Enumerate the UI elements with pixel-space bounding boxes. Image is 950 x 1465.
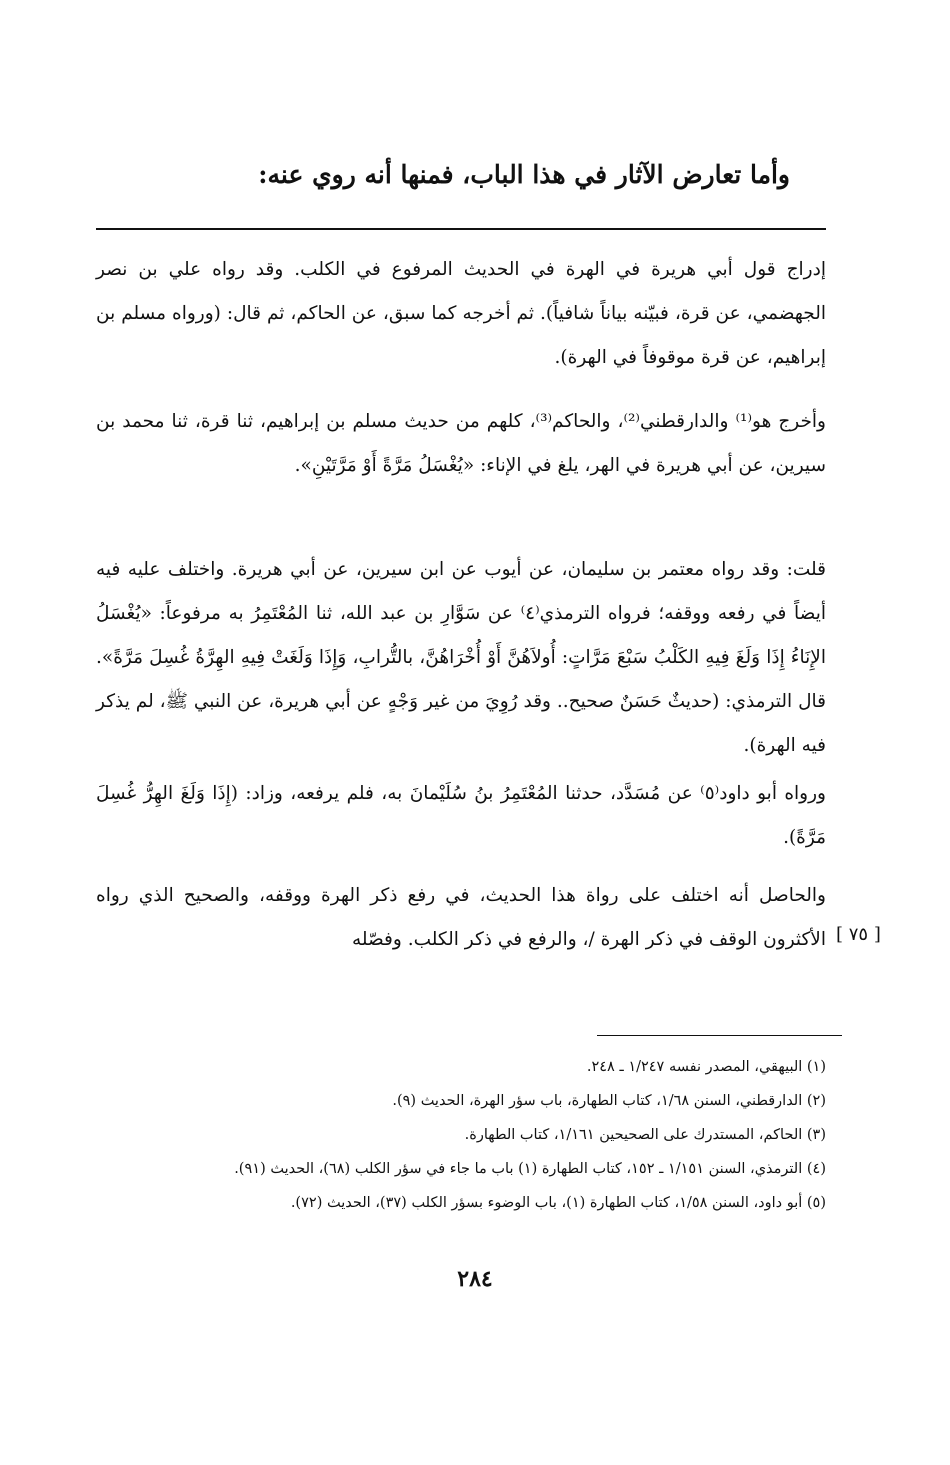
footnote-divider xyxy=(597,1035,842,1036)
footnotes xyxy=(96,1050,826,1220)
page-number: ٢٨٤ xyxy=(457,1266,493,1292)
footnote-2: (٢) الدارقطني، السنن ١/٦٨، كتاب الطهارة، باب سؤر الهرة، الحديث (٩). xyxy=(392,1093,826,1109)
body-paragraph-4: ورواه أبو داود⁽٥⁾ عن مُسَدَّد، حدثنا المُعْتَمِرُ بنُ سُلَيْمانَ به، فلم يرفعه، وزاد: (إِذَا وَلَغَ الهِرُّ غُسِلَ مَرَّةً). xyxy=(96,783,826,848)
footnote-5: (٥) أبو داود، السنن ١/٥٨، كتاب الطهارة (١)، باب الوضوء بسؤر الكلب (٣٧)، الحديث (٧٢). xyxy=(290,1195,826,1211)
manuscript-folio-marker: [ ٧٥ ] xyxy=(836,924,881,945)
footnote-3: (٣) الحاكم، المستدرك على الصحيحين ١/١٦١، كتاب الطهارة. xyxy=(464,1127,826,1143)
body-paragraph-3: قلت: وقد رواه معتمر بن سليمان، عن أيوب عن ابن سيرين، عن أبي هريرة. واختلف عليه فيه أيضاً في رفعه ووقفه؛ فرواه الترمذي⁽٤⁾ عن سَوَّارِ بن عبد الله، ثنا المُعْتَمِرُ به مرفوعاً: «يُغْسَلُ الإِنَاءُ إِذَا وَلَغَ فِيهِ الكَلْبُ سَبْعَ مَرَّاتٍ: أُولاَهُنَّ أَوْ أُخْرَاهُنَّ، بالتُّرابِ، وَإِذَا وَلَغَتْ فِيهِ الهِرَّةُ غُسِلَ مَرَّةً». قال الترمذي: (حديثٌ حَسَنٌ صحيح.. وقد رُوِيَ من غير وَجْهٍ عن أبي هريرة، عن النبي ﷺ، لم يذكر فيه الهرة). xyxy=(96,559,826,756)
body-paragraph-2: وأخرج هو⁽¹⁾ والدارقطني⁽²⁾، والحاكم⁽³⁾، كلهم من حديث مسلم بن إبراهيم، ثنا قرة، ثنا محمد بن سيرين، عن أبي هريرة في الهر، يلغ في الإناء: «يُغْسَلُ مَرَّةً أَوْ مَرَّتَيْنِ». xyxy=(96,411,826,476)
section-heading: وأما تعارض الآثار في هذا الباب، فمنها أنه روي عنه: xyxy=(258,160,790,189)
footnote-4: (٤) الترمذي، السنن ١/١٥١ ـ ١٥٢، كتاب الطهارة (١) باب ما جاء في سؤر الكلب (٦٨)، الحديث (٩١). xyxy=(234,1161,826,1177)
heading-divider xyxy=(96,228,826,230)
footnote-1: (١) البيهقي، المصدر نفسه ١/٢٤٧ ـ ٢٤٨. xyxy=(586,1059,826,1075)
body-paragraph-5: والحاصل أنه اختلف على رواة هذا الحديث، في رفع ذكر الهرة ووقفه، والصحيح الذي رواه الأكثرون الوقف في ذكر الهرة /، والرفع في ذكر الكلب. وفصّله xyxy=(96,885,826,950)
body-paragraph-1: إدراج قول أبي هريرة في الهرة في الحديث المرفوع في الكلب. وقد رواه علي بن نصر الجهضمي، عن قرة، فبيّنه بياناً شافياً). ثم أخرجه كما سبق، عن الحاكم، ثم قال: (ورواه مسلم بن إبراهيم، عن قرة موقوفاً في الهرة). xyxy=(96,259,826,368)
